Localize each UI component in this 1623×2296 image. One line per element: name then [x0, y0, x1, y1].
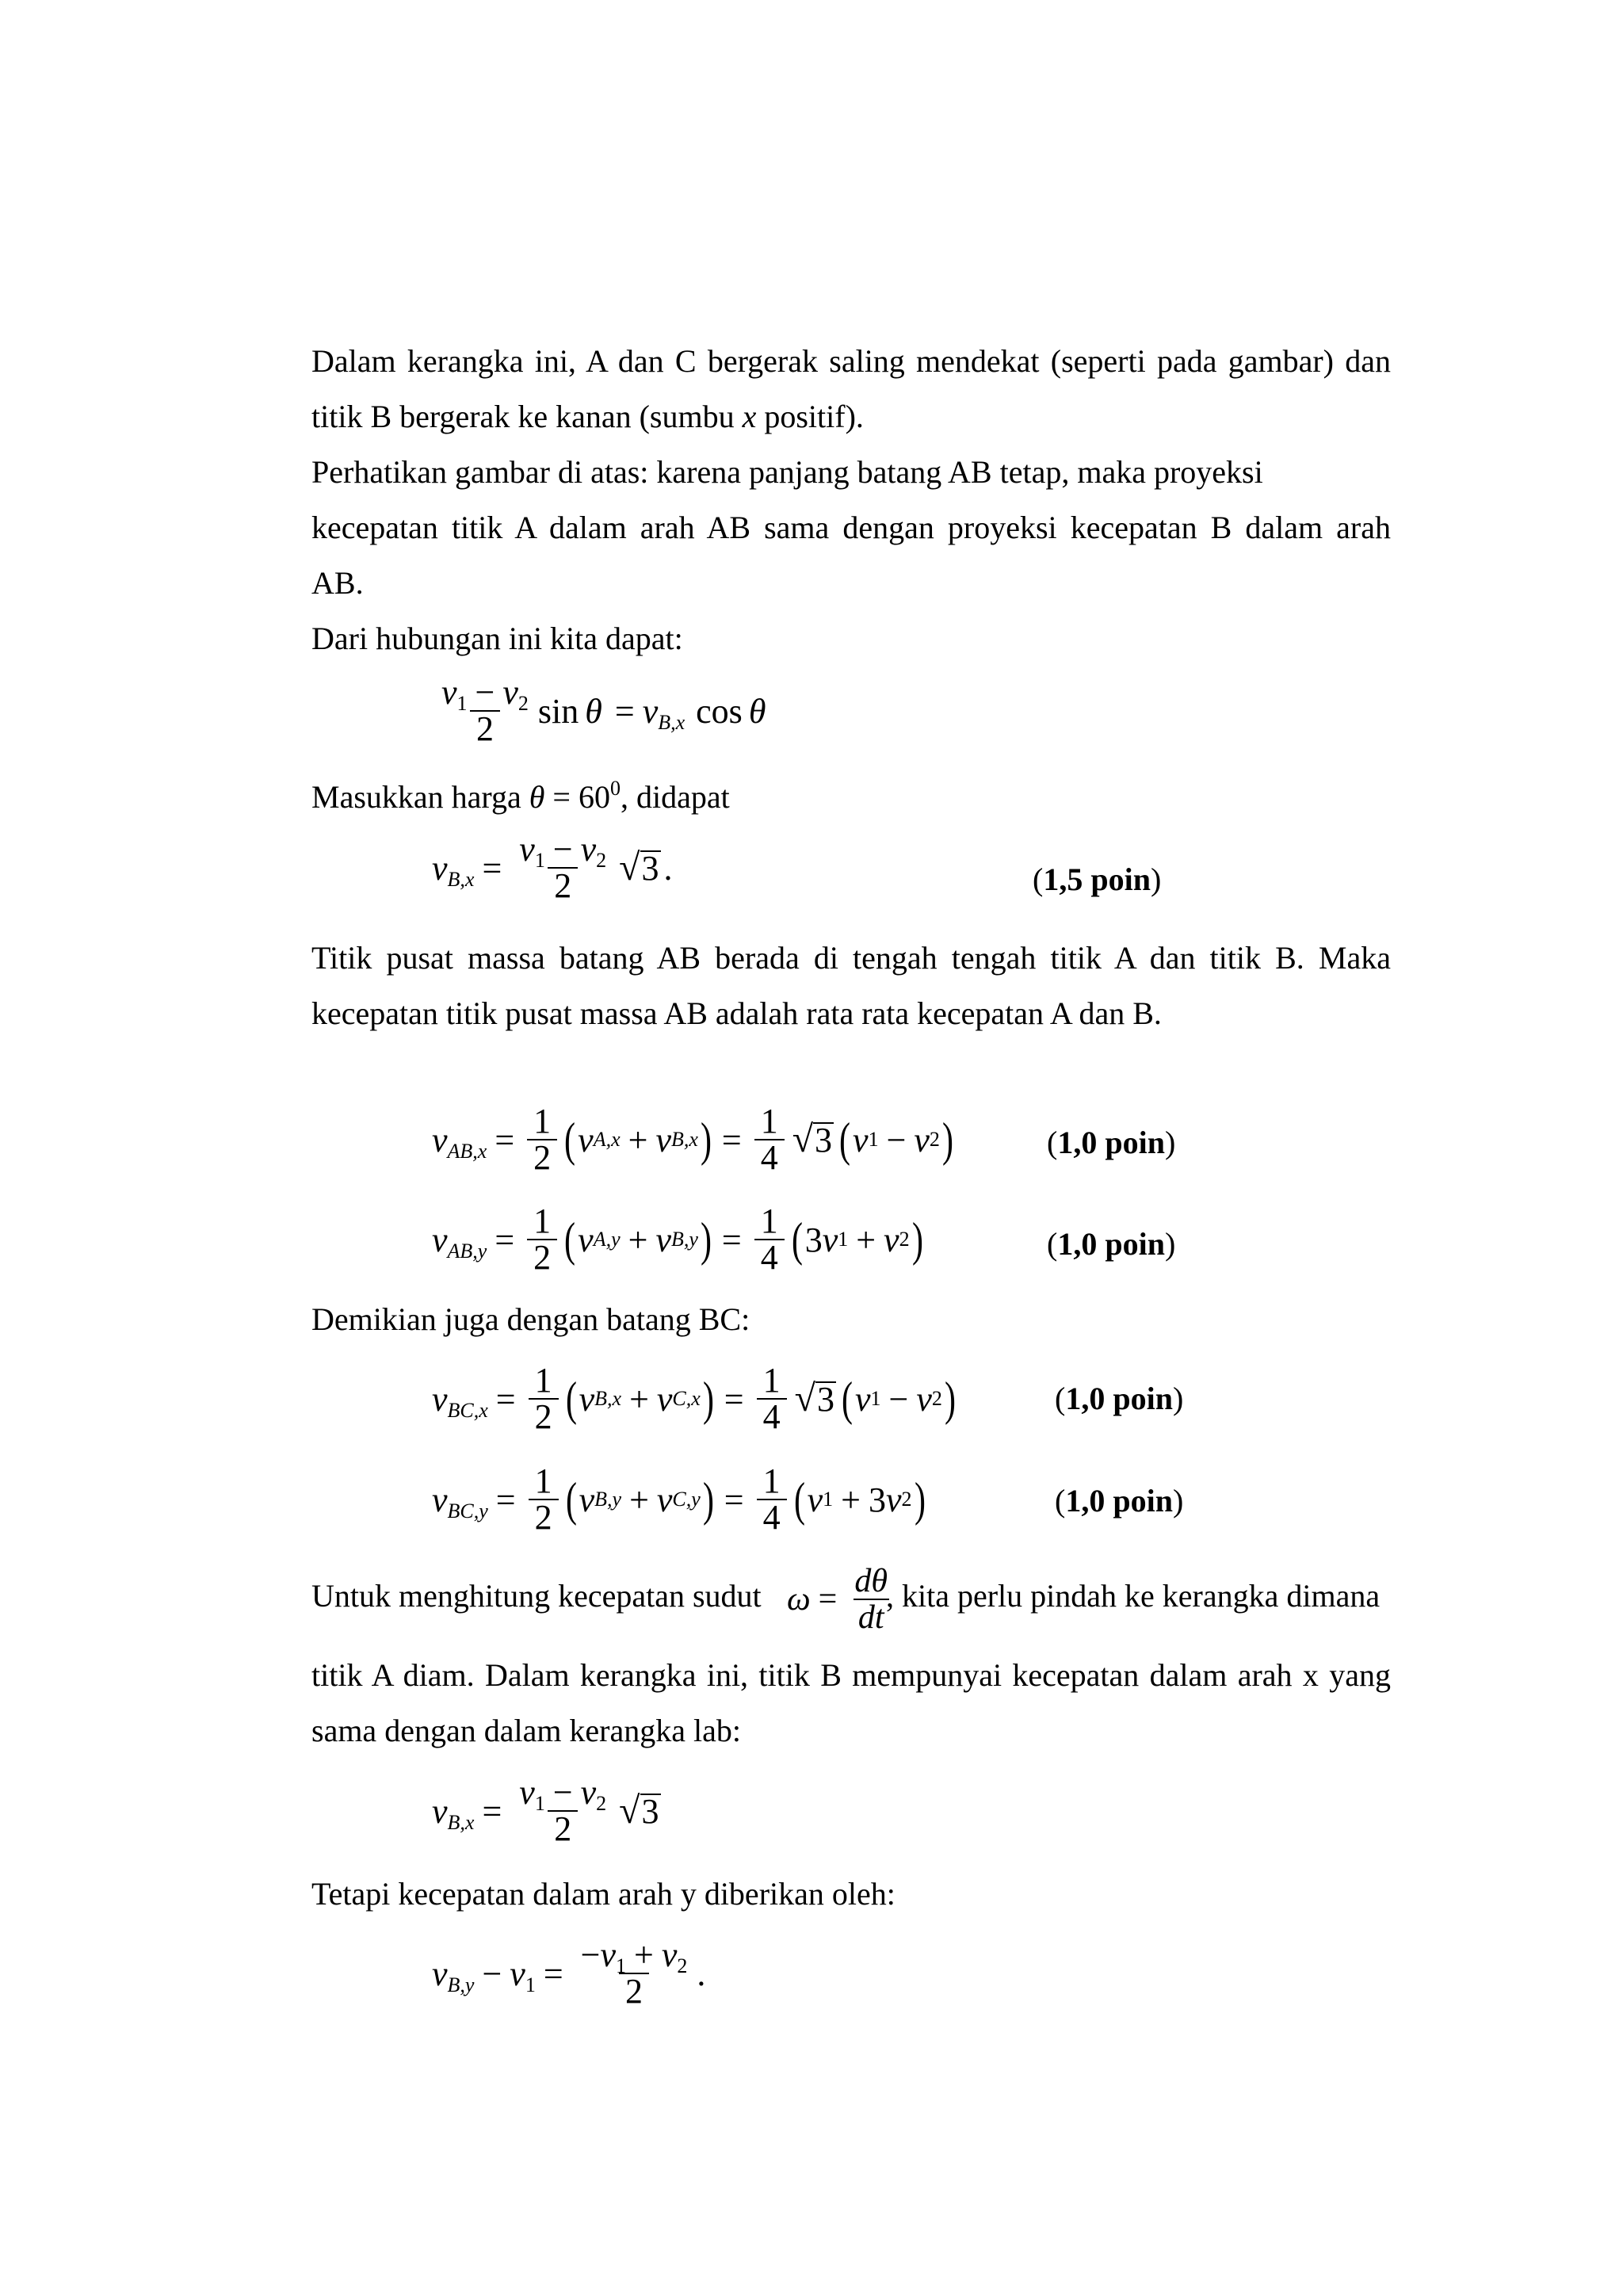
points-value: 1,0 poin [1057, 1226, 1165, 1262]
omega-definition: ω = $\frac{d\theta}{dt}$ [787, 1563, 888, 1636]
points-value: 1,0 poin [1065, 1381, 1173, 1416]
points-label: (1,0 poin) [1047, 1226, 1176, 1262]
equation-1: $\frac{v_1 - v_2}{2}$ sin θ = $v_{B,x}$ cos θ [441, 673, 766, 748]
text-span: = 60 [544, 779, 610, 815]
points-value: 1,0 poin [1065, 1483, 1173, 1519]
paragraph-line [311, 778, 730, 816]
text-span: titik B bergerak ke kanan (sumbu [311, 399, 743, 434]
paragraph-line: sama dengan dalam kerangka lab: [311, 1713, 741, 1748]
text-span: Masukkan harga [311, 779, 529, 815]
points-value: 1,5 poin [1043, 861, 1151, 897]
equation-2: $v_{B,x}$ = $\frac{v_1 - v_2}{2}$ √ 3 . [432, 830, 673, 905]
points-label: (1,0 poin) [1055, 1381, 1184, 1416]
equation-4: $v_{AB,y}$ = $\frac{1}{2}$ ( v A,y + v B,y ) = $\frac{1}{4}$ ( 3 v 1 + v 2 ) [432, 1201, 923, 1277]
points-label: (1,5 poin) [1033, 861, 1162, 897]
paragraph-line: kecepatan titik pusat massa AB adalah rata rata kecepatan A dan B. [311, 995, 1162, 1031]
paragraph-line: Perhatikan gambar di atas: karena panjang batang AB tetap, maka proyeksi [311, 454, 1263, 490]
paragraph-line [311, 398, 864, 436]
paragraph-line: Dari hubungan ini kita dapat: [311, 621, 683, 656]
paragraph-line: , kita perlu pindah ke kerangka dimana [886, 1578, 1381, 1614]
paragraph-line: Untuk menghitung kecepatan sudut [311, 1578, 762, 1614]
equation-3: $v_{AB,x}$ = $\frac{1}{2}$ ( v A,x + v B,x ) = $\frac{1}{4}$ √ 3 ( v 1 − v 2 ) [432, 1102, 953, 1177]
paragraph-line: Tetapi kecepatan dalam arah y diberikan oleh: [311, 1876, 896, 1912]
equation-6: $v_{BC,y}$ = $\frac{1}{2}$ ( v B,y + v C,y ) = $\frac{1}{4}$ ( v 1 + 3 v 2 ) [432, 1461, 926, 1537]
equation-7: $v_{B,x}$ = $\frac{v_1 - v_2}{2}$ √ 3 [432, 1773, 659, 1848]
text-span: , didapat [620, 779, 730, 815]
variable-x: x [742, 399, 757, 434]
equation-5: $v_{BC,x}$ = $\frac{1}{2}$ ( v B,x + v C,x ) = $\frac{1}{4}$ √ 3 ( v 1 − v 2 ) [432, 1361, 956, 1436]
paragraph-line: AB. [311, 565, 364, 601]
variable-theta: θ [529, 779, 545, 815]
points-label: (1,0 poin) [1055, 1483, 1184, 1519]
paragraph-line: Demikian juga dengan batang BC: [311, 1301, 750, 1337]
paragraph-line: Dalam kerangka ini, A dan C bergerak saling mendekat (seperti pada gambar) dan [311, 343, 1391, 379]
text-span: positif). [756, 399, 864, 434]
paragraph-line: kecepatan titik A dalam arah AB sama dengan proyeksi kecepatan B dalam arah [311, 510, 1391, 545]
points-value: 1,0 poin [1057, 1125, 1165, 1160]
points-label: (1,0 poin) [1047, 1125, 1176, 1160]
equation-8: $v_{B,y}$ − $v_1$ = $\frac{-v_1 + v_2}{2}$ . [432, 1935, 706, 2011]
paragraph-line: titik A diam. Dalam kerangka ini, titik B mempunyai kecepatan dalam arah x yang [311, 1657, 1391, 1693]
superscript: 0 [609, 777, 621, 800]
paragraph-line: Titik pusat massa batang AB berada di tengah tengah titik A dan titik B. Maka [311, 940, 1391, 976]
